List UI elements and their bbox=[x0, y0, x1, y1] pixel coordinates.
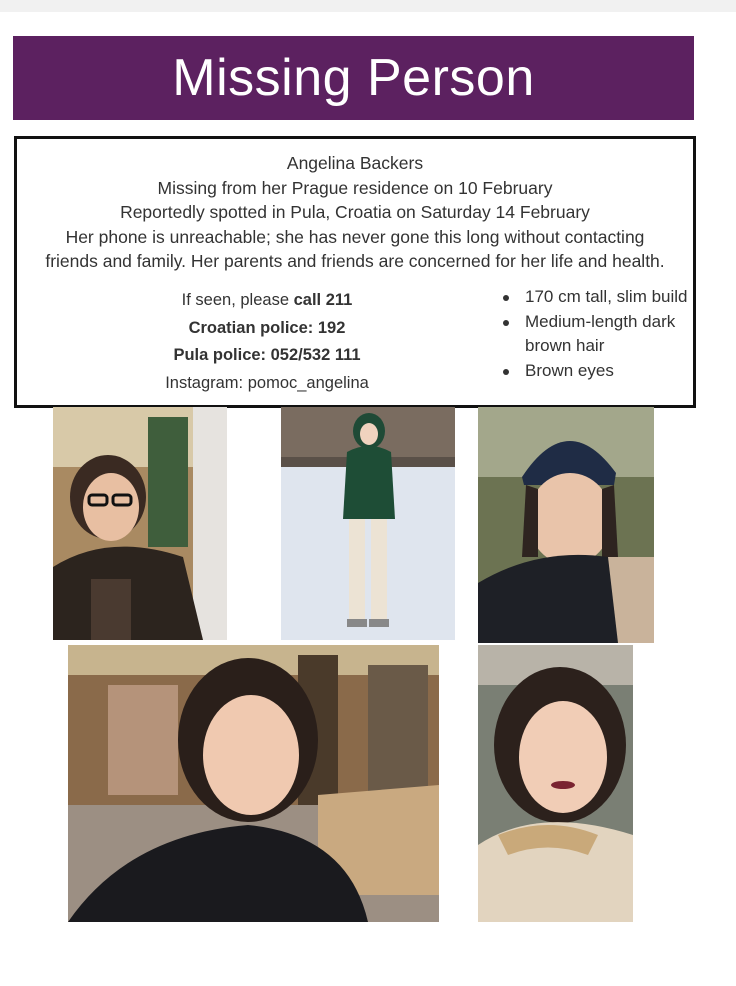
page-title: Missing Person bbox=[172, 49, 535, 107]
photo-selfie-dark-lipstick bbox=[478, 645, 633, 922]
missing-from-line: Missing from her Prague residence on 10 February bbox=[157, 177, 553, 198]
person-photo-icon bbox=[478, 645, 633, 922]
title-banner bbox=[13, 36, 694, 120]
eyes-item: Brown eyes bbox=[499, 359, 689, 383]
call-number: call 211 bbox=[293, 291, 353, 309]
if-seen-line bbox=[117, 287, 417, 315]
concern-line: friends and family. Her parents and friends are concerned for her life and health. bbox=[45, 251, 665, 272]
croatian-police: Croatian police: 192 bbox=[188, 318, 346, 337]
pula-police: Pula police: 052/532 111 bbox=[173, 346, 361, 364]
person-photo-icon bbox=[53, 407, 227, 640]
photo-selfie-interior-hall bbox=[68, 645, 439, 922]
height-item: 170 cm tall, slim build bbox=[499, 285, 689, 309]
person-photo-icon bbox=[478, 407, 654, 643]
page-top-edge bbox=[0, 0, 736, 12]
photo-glasses-store bbox=[53, 407, 227, 640]
instagram-handle: Instagram: pomoc_angelina bbox=[165, 373, 369, 392]
person-photo-icon bbox=[281, 407, 455, 640]
if-seen-text: If seen, please bbox=[181, 291, 294, 309]
description-text bbox=[17, 151, 693, 274]
info-box bbox=[14, 136, 696, 408]
person-photo-icon bbox=[68, 645, 439, 922]
photo-green-jacket-full-body bbox=[281, 407, 455, 640]
phone-line: Her phone is unreachable; she has never gone this long without contacting bbox=[65, 226, 645, 247]
contact-info bbox=[117, 287, 417, 397]
photo-beanie-outdoors bbox=[478, 407, 654, 643]
physical-description-list bbox=[499, 285, 689, 384]
hair-item: Medium-length dark brown hair bbox=[499, 310, 689, 358]
person-name: Angelina Backers bbox=[286, 153, 424, 173]
spotted-line: Reportedly spotted in Pula, Croatia on Saturday 14 February bbox=[120, 202, 590, 223]
